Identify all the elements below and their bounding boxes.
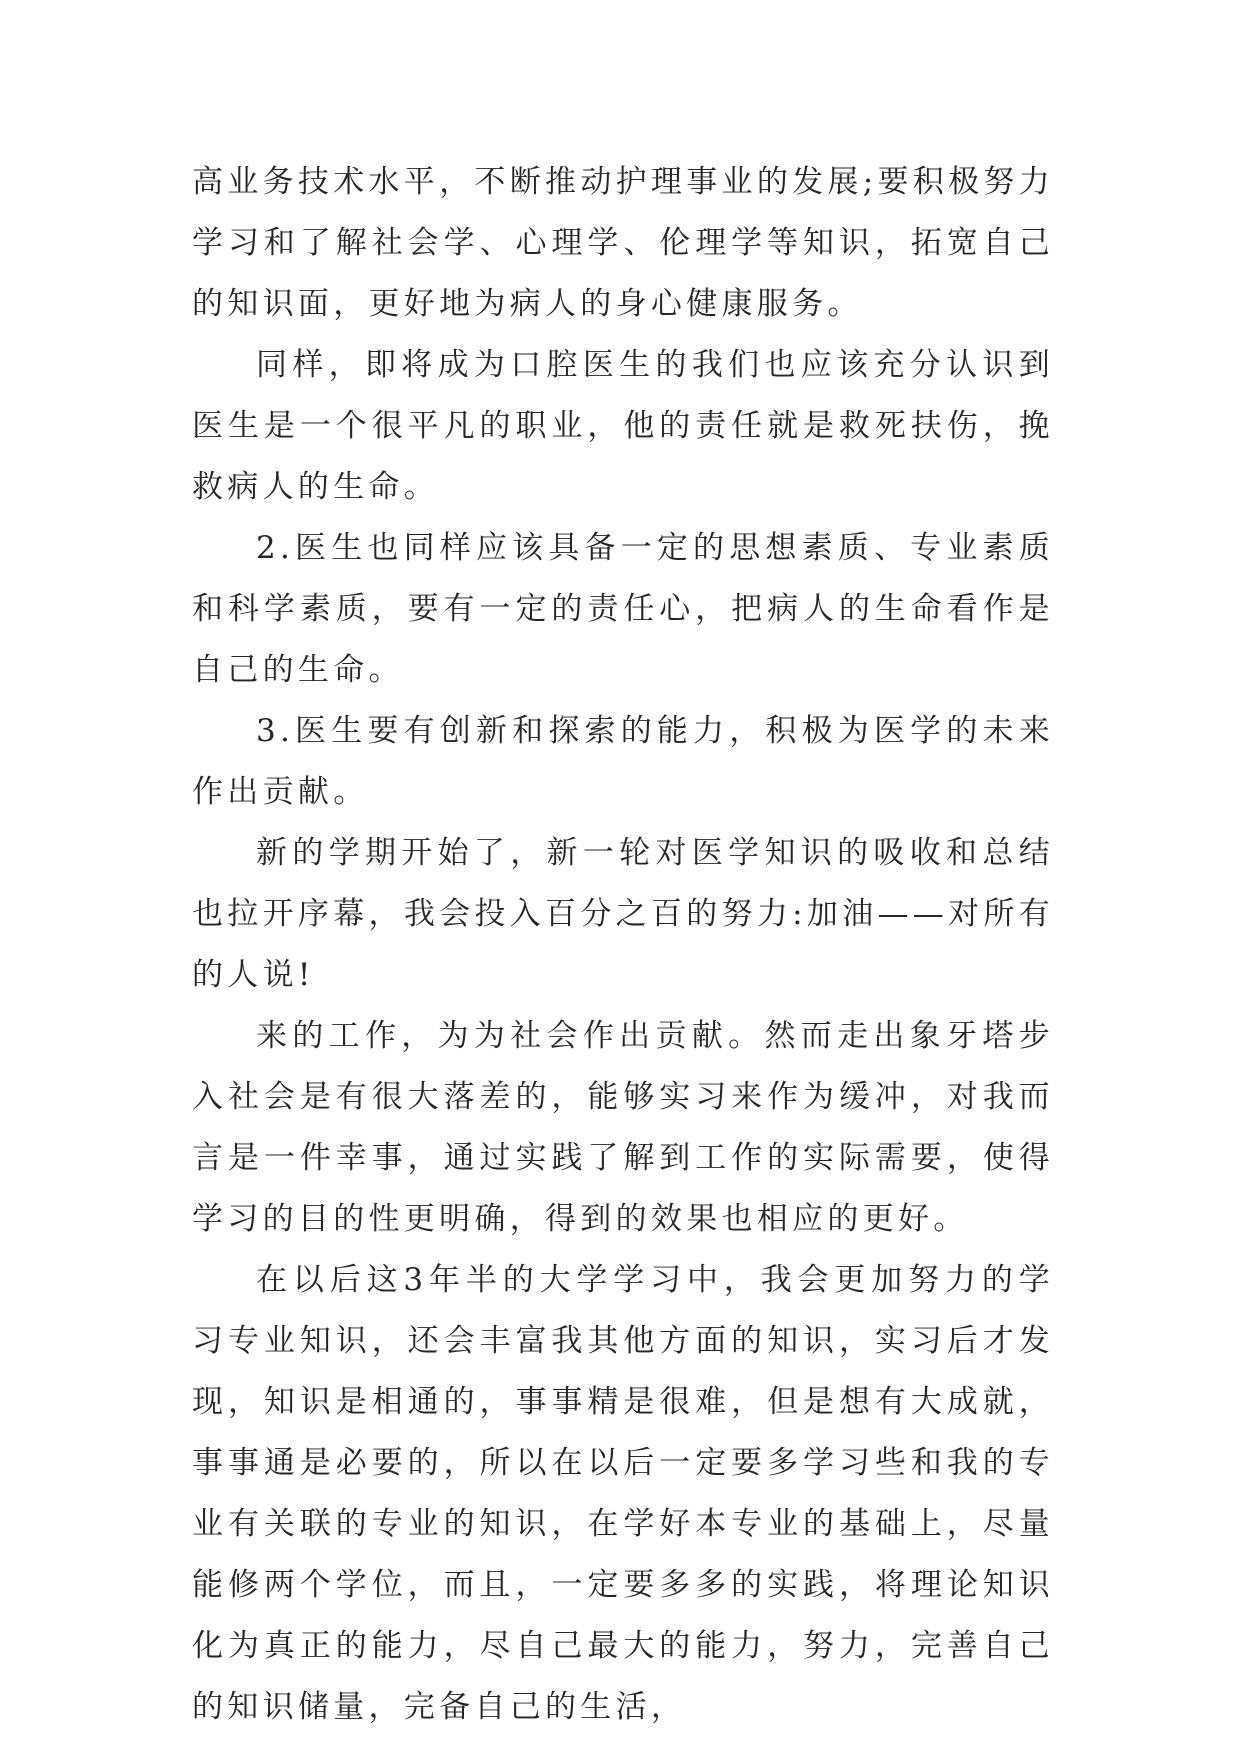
text-line: 更明确，得到的效果也相应的更好。: [403, 1201, 969, 1237]
text-line: 业知识，还会丰富我其他方面的知识，实习后才发现，知识: [192, 1323, 1054, 1420]
text-line: 来的工作，为为社会作出贡献。然而走出象牙塔步入社: [192, 1018, 1054, 1115]
text-line: 会是有很大落差的，能够实习来作为缓冲，对我而言是一件: [192, 1079, 1054, 1176]
paragraph: [192, 335, 1054, 518]
text-line: 在以后这3年半的大学学习中，我会更加努力的学习专: [192, 1262, 1054, 1359]
text-line: 新的学期开始了，新一轮对医学知识的吸收和总结也拉: [192, 835, 1054, 932]
text-line: 面，更好地为病人的身心健康服务。: [297, 286, 863, 322]
text-line: 开序幕，我会投入百分之百的努力:加油——对所有的人说!: [192, 896, 1054, 993]
text-line: 高业务技术水平，不断推动护理事业的发展;要积极努力学: [192, 164, 1054, 261]
paragraph: [192, 152, 1054, 335]
paragraph: [192, 1250, 1054, 1738]
text-line: 一定要多多的实践，将理论知识化为真正的能力，尽自己最: [192, 1567, 1054, 1664]
paragraph: [192, 518, 1054, 701]
text-line: 生命。: [333, 469, 440, 505]
body-text: [192, 152, 1054, 1738]
text-line: 命。: [333, 652, 404, 688]
text-line: 知识，在学好本专业的基础上，尽量能修两个学位，而且，: [192, 1506, 1054, 1603]
text-line: 幸事，通过实践了解到工作的实际需要，使得学习的目的性: [192, 1140, 1055, 1237]
paragraph: [192, 701, 1054, 823]
paragraph: [192, 823, 1054, 1006]
text-line: 是相通的，事事精是很难，但是想有大成就，事事通是必要: [192, 1384, 1055, 1481]
text-line: 的，所以在以后一定要多学习些和我的专业有关联的专业的: [192, 1445, 1054, 1542]
text-line: 2.医生也同样应该具备一定的思想素质、专业素质和科: [192, 530, 1054, 627]
paragraph: [192, 1006, 1054, 1250]
text-line: 学素质，要有一定的责任心，把病人的生命看作是自己的生: [192, 591, 1054, 688]
text-line: 大的能力，努力，完善自己的知识储量，完备自己的生活，: [192, 1628, 1054, 1725]
text-line: 贡献。: [262, 774, 369, 810]
text-line: 同样，即将成为口腔医生的我们也应该充分认识到医生: [192, 347, 1054, 444]
text-line: 是一个很平凡的职业，他的责任就是救死扶伤，挽救病人的: [192, 408, 1054, 505]
text-line: 3.医生要有创新和探索的能力，积极为医学的未来作出: [192, 713, 1054, 810]
text-line: 习和了解社会学、心理学、伦理学等知识，拓宽自己的知识: [192, 225, 1054, 322]
